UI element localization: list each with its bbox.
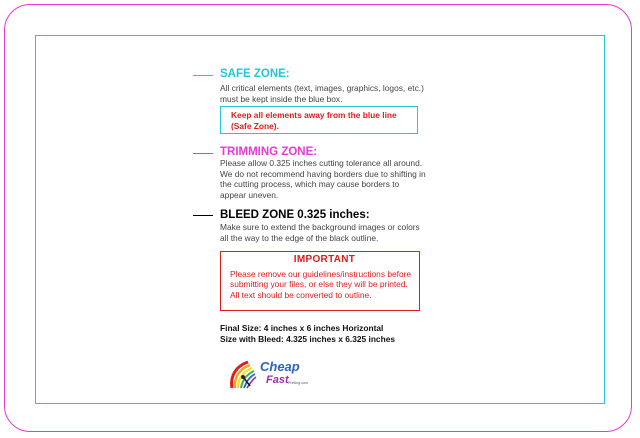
important-line-3: All text should be converted to outline. xyxy=(230,289,372,300)
important-box xyxy=(220,251,420,311)
safe-zone-line-2: must be kept inside the blue box. xyxy=(220,93,343,104)
bleed-zone-title: BLEED ZONE 0.325 inches: xyxy=(220,209,370,221)
color-swoosh-icon xyxy=(224,356,314,390)
safe-zone-note-line-1: Keep all elements away from the blue line xyxy=(231,110,397,120)
final-size xyxy=(220,323,395,344)
trimming-zone-line-3: the cutting process, which may cause borders to xyxy=(220,179,400,190)
safe-zone-note xyxy=(220,106,418,134)
important-title: IMPORTANT xyxy=(293,254,356,265)
trimming-zone-line-2: We do not recommend having borders due to shifting in xyxy=(220,168,426,179)
bleed-zone-text xyxy=(220,222,450,243)
final-size-line: Final Size: 4 inches x 6 inches Horizontal xyxy=(220,323,384,333)
safe-zone-note-line-2: (Safe Zone). xyxy=(231,120,279,131)
safe-zone-line-1: All critical elements (text, images, graphics, logos, etc.) xyxy=(220,83,424,93)
bleed-zone-line-1: Make sure to extend the background images or colors xyxy=(220,222,420,232)
trimming-zone-line-4: appear uneven. xyxy=(220,189,279,200)
safe-zone-text xyxy=(220,83,450,104)
bleed-zone-leader xyxy=(193,215,213,216)
bleed-zone-line-2: all the way to the edge of the black outline. xyxy=(220,232,379,243)
safe-zone-leader xyxy=(193,75,213,76)
trimming-zone-title: TRIMMING ZONE: xyxy=(220,146,318,158)
trimming-zone-leader xyxy=(193,153,213,154)
important-line-2: submitting your files, or else they will be printed. xyxy=(230,279,408,290)
logo-small-text: Printing.com xyxy=(288,381,308,385)
important-line-1: Please remove our guidelines/instructions before xyxy=(230,268,412,279)
cheap-fast-printing-logo xyxy=(224,356,314,390)
trimming-zone-text xyxy=(220,158,450,200)
safe-zone-title: SAFE ZONE: xyxy=(220,68,290,80)
logo-word-cheap: Cheap xyxy=(260,359,300,374)
trimming-zone-line-1: Please allow 0.325 inches cutting tolerance all around. xyxy=(220,158,423,168)
logo-word-fast: Fast xyxy=(266,374,289,386)
bleed-size-line: Size with Bleed: 4.325 inches x 6.325 inches xyxy=(220,333,396,344)
